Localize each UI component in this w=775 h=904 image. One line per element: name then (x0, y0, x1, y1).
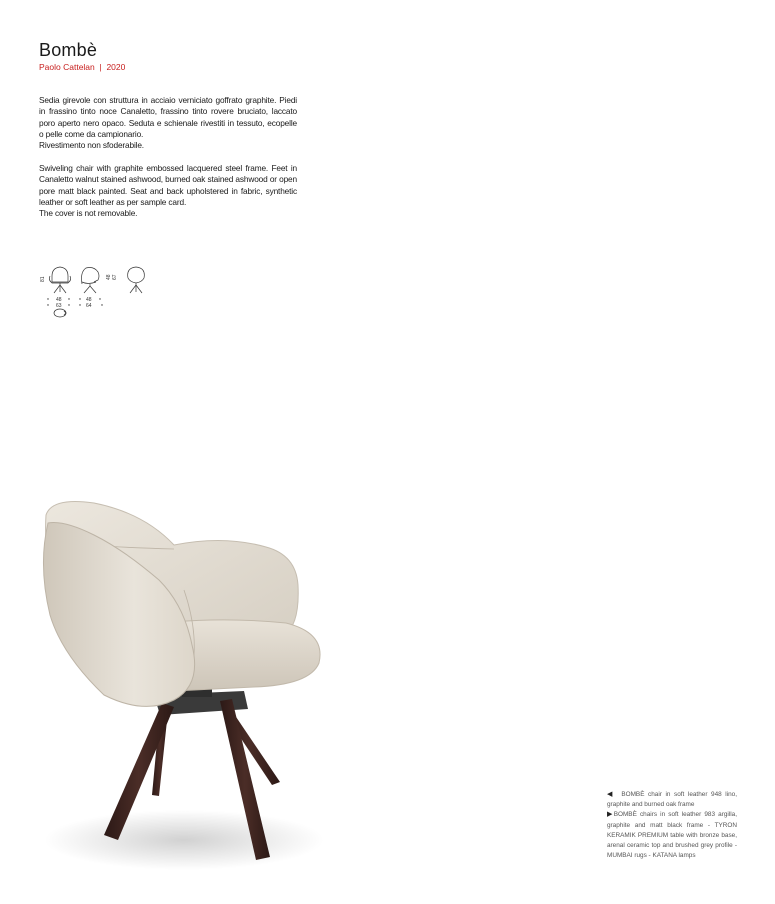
right-arrow-icon: ▶ (607, 811, 614, 819)
designer-name: Paolo Cattelan (39, 62, 95, 72)
description-it-note: Rivestimento non sfoderabile. (39, 140, 144, 151)
chair-illustration (34, 495, 334, 880)
description-en-note: The cover is not removable. (39, 208, 138, 219)
front-view-drawing (49, 267, 70, 293)
rotate-icon (54, 309, 66, 317)
product-photo (34, 495, 334, 880)
dim-front-height: 81 (40, 276, 46, 282)
product-year: 2020 (106, 62, 126, 72)
dim-front-width-top: 48 (56, 297, 62, 303)
caption-right (607, 810, 737, 861)
floor-shadow (44, 810, 324, 870)
caption-left (607, 790, 737, 810)
description-en-paragraph: Swiveling chair with graphite embossed lacquered steel frame. Feet in Canaletto walnut stained ashwood, burned oak stained ashwood or open pore matt black painted. Seat and back upholstered in fabric, synthetic leather or soft leather as per sample card. (39, 163, 297, 207)
description-it-paragraph: Sedia girevole con struttura in acciaio verniciato goffrato graphite. Piedi in frassino tinto noce Canaletto, frassino tinto rovere bruciato, laccato poro aperto nero opaco. Seduta e schienale rivestiti in tessuto, ecopelle o pelle come da campionario. (39, 95, 297, 139)
dim-side-depth-bottom: 64 (86, 303, 92, 309)
separator: | (97, 62, 105, 72)
product-title: Bombè (39, 40, 98, 60)
photo-caption (607, 790, 737, 861)
left-arrow-icon: ◀ (607, 791, 615, 798)
technical-drawings (38, 262, 156, 324)
caption-right-text: BOMBÈ chairs in soft leather 983 argilla, graphite and matt black frame - TYRON KERAMIK PREMIUM table with bronze base, arenal ceramic top and brushed grey profile - MUMBAI rugs - KATANA lamps (607, 811, 737, 860)
dim-side-depth-top: 48 (86, 297, 92, 303)
dim-side-seat-height: 48 (106, 274, 112, 280)
description-italian (39, 95, 297, 151)
technical-drawings-svg (38, 262, 156, 324)
product-designer-line (39, 62, 125, 72)
description-english (39, 163, 297, 219)
dim-front-width-bottom: 63 (56, 303, 62, 309)
back-view-drawing (128, 267, 145, 293)
side-view-drawing (82, 268, 100, 294)
dim-side-arm-height: 67 (112, 274, 118, 280)
caption-left-text: BOMBÈ chair in soft leather 948 lino, graphite and burned oak frame (607, 791, 737, 809)
